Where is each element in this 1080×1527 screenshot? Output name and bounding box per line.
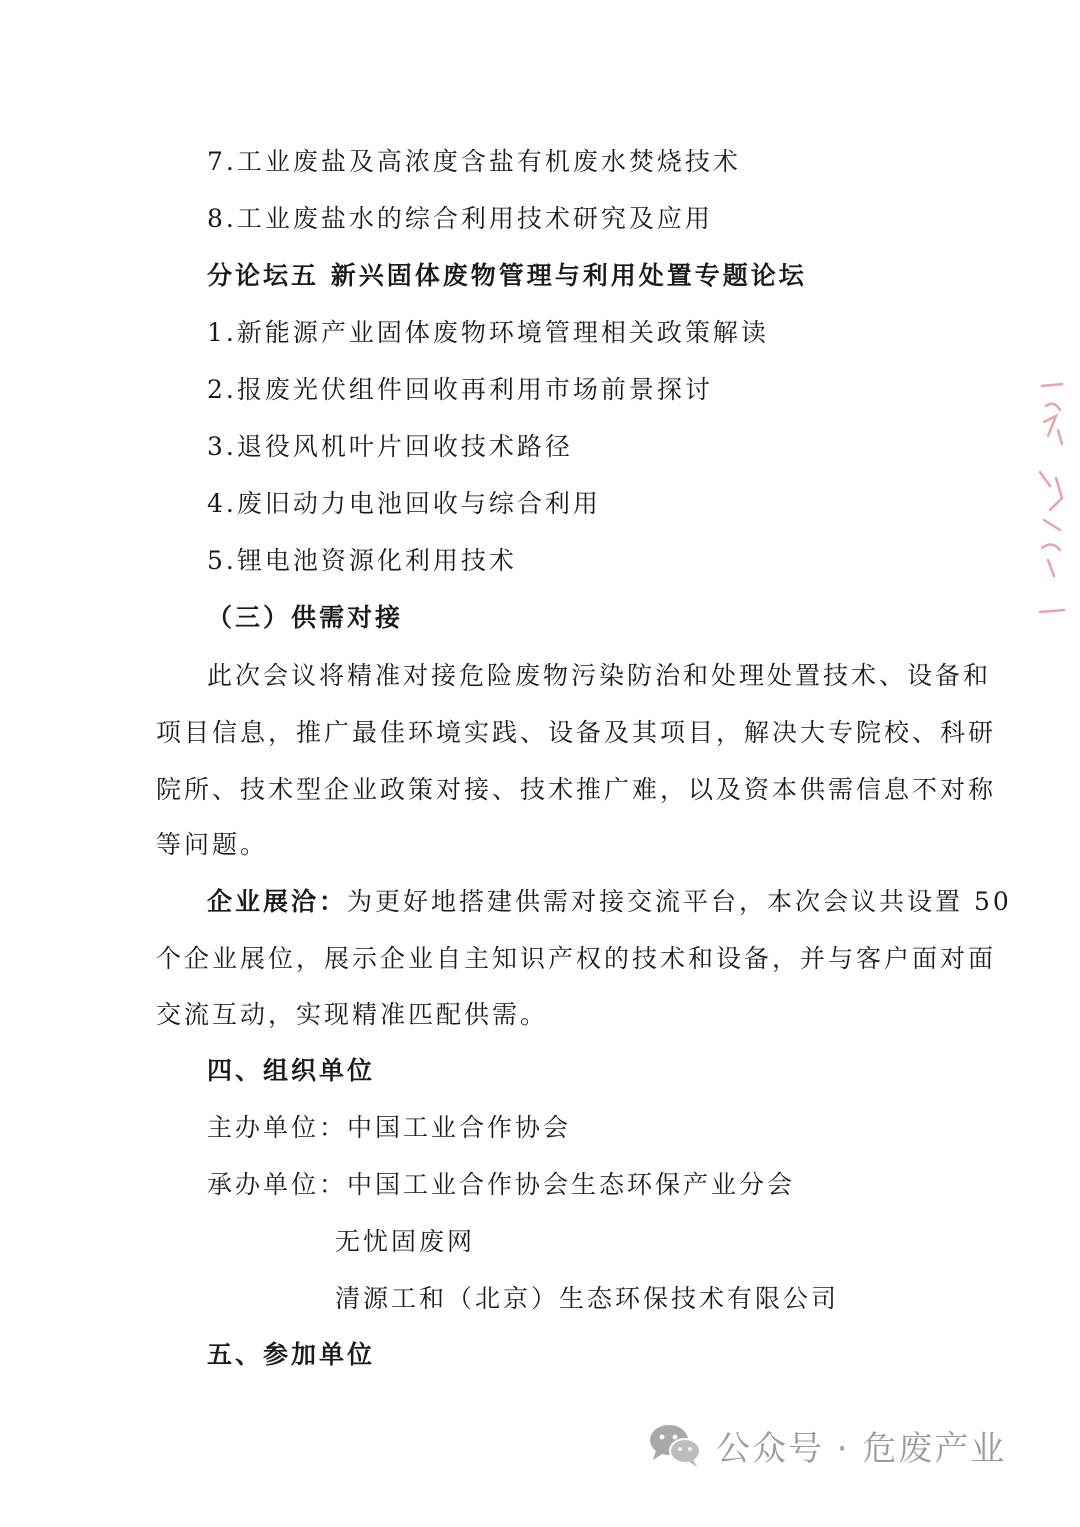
- list-item: 2.报废光伏组件回收再利用市场前景探讨: [207, 375, 713, 404]
- list-item: 8.工业废盐水的综合利用技术研究及应用: [207, 204, 713, 233]
- wechat-icon: [648, 1422, 702, 1468]
- forum-title: 分论坛五 新兴固体废物管理与利用处置专题论坛: [207, 261, 807, 290]
- section-heading: （三）供需对接: [207, 603, 404, 632]
- watermark: [648, 1420, 1006, 1470]
- section-heading: 五、参加单位: [207, 1340, 376, 1369]
- expo-text: 为更好地搭建供需对接交流平台，本次会议共设置 50: [347, 887, 1012, 916]
- list-item: 7.工业废盐及高浓度含盐有机废水焚烧技术: [207, 147, 741, 176]
- paragraph-line: 此次会议将精准对接危险废物污染防治和处理处置技术、设备和: [207, 661, 992, 690]
- organizer-line: [207, 1169, 795, 1201]
- paragraph-line: 院所、技术型企业政策对接、技术推广难，以及资本供需信息不对称: [156, 775, 997, 804]
- organizer-label: 承办单位：: [207, 1170, 348, 1199]
- list-item: 1.新能源产业固体废物环境管理相关政策解读: [207, 318, 769, 347]
- paragraph-line: [207, 886, 1012, 918]
- host-line: [207, 1112, 571, 1144]
- paragraph-line: 个企业展位，展示企业自主知识产权的技术和设备，并与客户面对面: [156, 944, 997, 973]
- list-item: 5.锂电池资源化利用技术: [207, 546, 517, 575]
- section-heading: 四、组织单位: [207, 1056, 376, 1085]
- paragraph-line: 交流互动，实现精准匹配供需。: [156, 1000, 549, 1029]
- paragraph-line: 项目信息，推广最佳环境实践、设备及其项目，解决大专院校、科研: [156, 718, 997, 747]
- paragraph-line: 等问题。: [156, 830, 269, 859]
- host-label: 主办单位：: [207, 1113, 348, 1142]
- organizer-name: 无忧固废网: [335, 1227, 476, 1256]
- organizer-name: 清源工和（北京）生态环保技术有限公司: [335, 1284, 840, 1313]
- list-item: 3.退役风机叶片回收技术路径: [207, 432, 573, 461]
- organizer-name: 中国工业合作协会生态环保产业分会: [347, 1170, 796, 1199]
- expo-label: 企业展洽：: [207, 887, 348, 916]
- list-item: 4.废旧动力电池回收与综合利用: [207, 489, 601, 518]
- watermark-text: 公众号 · 危废产业: [716, 1428, 1007, 1469]
- seal-stamp-fragment-icon: [1036, 380, 1066, 620]
- host-name: 中国工业合作协会: [347, 1113, 572, 1142]
